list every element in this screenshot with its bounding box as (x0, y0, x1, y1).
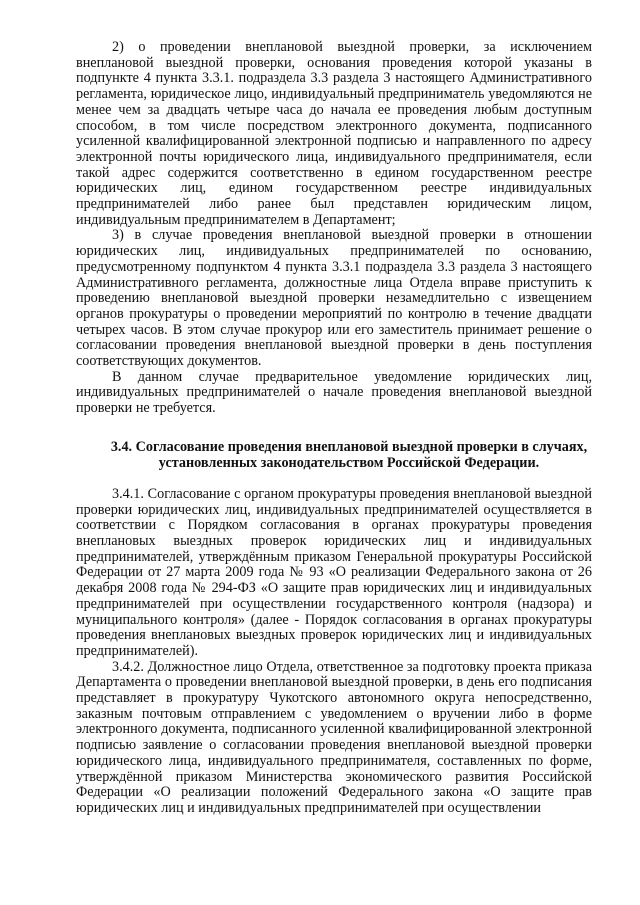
spacer (76, 417, 592, 439)
paragraph-item-3: 3) в случае проведения внеплановой выездной проверки в отношении юридических лиц, индивидуальных предпринимателей по основанию, предусмотренному подпунктом 4 пункта 3.3.1 подраздела 3.3 раздела 3 настоящего Административного регламента, должностные лица Отдела вправе приступить к проведению внеплановой выездной проверки незамедлительно с извещением органов прокуратуры о проведении мероприятий по контролю в течение двадцати четырех часов. В этом случае прокурор или его заместитель принимает решение о согласовании проведения внеплановой выездной проверки в день поступления соответствующих документов. (76, 227, 592, 370)
section-heading-3-4: 3.4. Согласование проведения внеплановой выездной проверки в случаях, установленных законодательством Российской Федерации. (110, 438, 588, 471)
paragraph-item-2: 2) о проведении внеплановой выездной проверки, за исключением внеплановой выездной проверки, основания проведения которой указаны в подпункте 4 пункта 3.3.1. подраздела 3.3 раздела 3 настоящего Административного регламента, юридическое лицо, индивидуальный предприниматель уведомляются не менее чем за двадцать четыре часа до начала ее проведения любым доступным способом, в том числе посредством электронного документа, подписанного усиленной квалифицированной электронной подписью и направленного по адресу электронной почты юридического лица, индивидуального предпринимателя, если такой адрес содержится соответственно в едином государственном реестре юридических лиц, едином государственном реестре индивидуальных предпринимателей либо ранее был представлен юридическим лицом, индивидуальным предпринимателем в Департамент; (76, 39, 592, 228)
paragraph-no-notice: В данном случае предварительное уведомление юридических лиц, индивидуальных предпринимателей о начале проведения внеплановой выездной проверки не требуется. (76, 368, 592, 417)
paragraph-3-4-1: 3.4.1. Согласование с органом прокуратуры проведения внеплановой выездной проверки юридических лиц, индивидуальных предпринимателей осуществляется в соответствии с Порядком согласования в органах прокуратуры проведения внеплановых выездных проверок юридических лиц и индивидуальных предпринимателей, утверждённым приказом Генеральной прокуратуры Российской Федерации от 27 марта 2009 года № 93 «О реализации Федерального закона от 26 декабря 2008 года № 294-ФЗ «О защите прав юридических лиц и индивидуальных предпринимателей при осуществлении государственного контроля (надзора) и муниципального контроля» (далее - Порядок согласования в органах прокуратуры проведения внеплановых выездных проверок юридических лиц и индивидуальных предпринимателей). (76, 485, 592, 659)
document-page (76, 40, 592, 817)
spacer (76, 471, 592, 487)
paragraph-3-4-2: 3.4.2. Должностное лицо Отдела, ответственное за подготовку проекта приказа Департамента о проведении внеплановой выездной проверки, в день его подписания представляет в прокуратуру Чукотского автономного округа непосредственно, заказным почтовым отправлением с уведомлением о вручении либо в форме электронного документа, подписанного усиленной квалифицированной электронной подписью заявление о согласовании проведения внеплановой выездной проверки юридического лица, индивидуального предпринимателя, составленных по форме, утверждённой приказом Министерства экономического развития Российской Федерации «О реализации положений Федерального закона «О защите прав юридических лиц и индивидуальных предпринимателей при осуществлении (76, 658, 592, 816)
